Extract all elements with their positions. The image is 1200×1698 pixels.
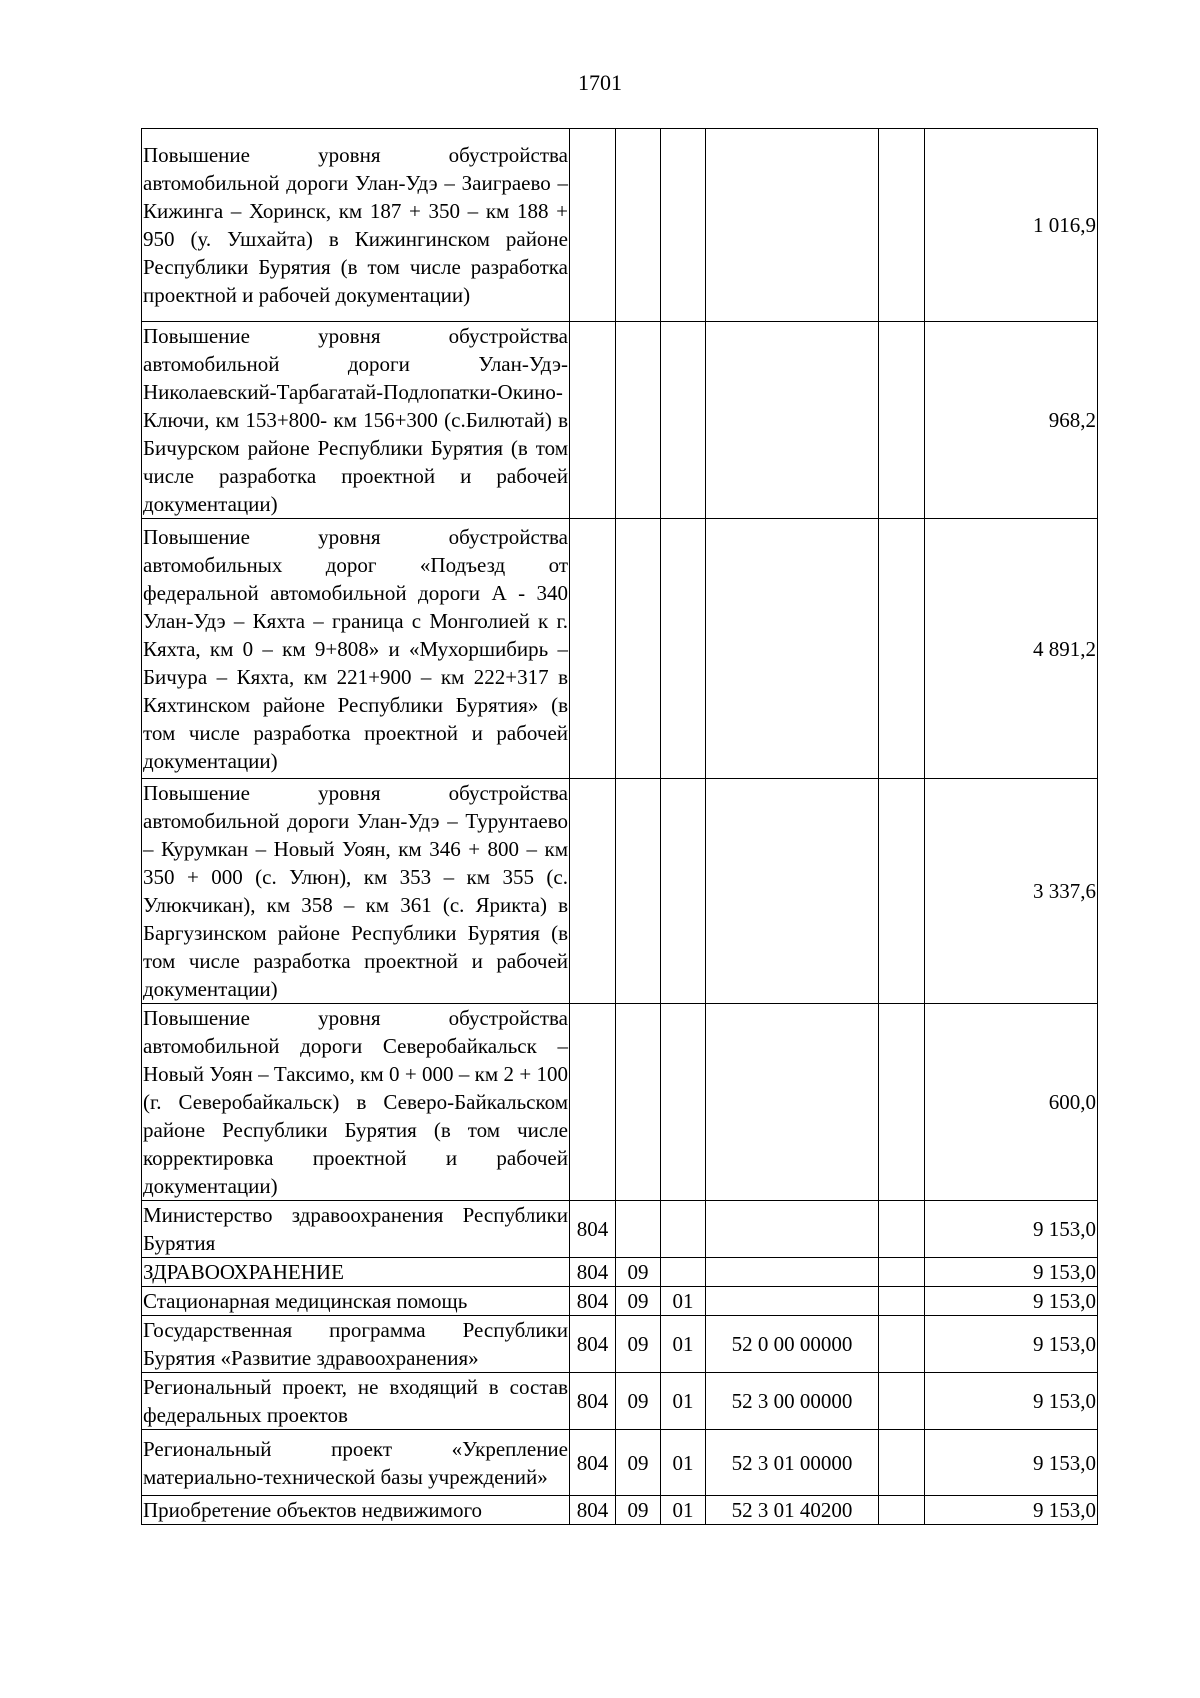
row-grbs-cell: 804: [570, 1496, 616, 1525]
row-amount-cell: 9 153,0: [925, 1201, 1098, 1258]
row-amount-cell: 1 016,9: [925, 129, 1098, 322]
row-name-cell: Министерство здравоохранения Республики Бурятия: [142, 1201, 570, 1258]
row-expense-type-cell: [879, 1316, 925, 1373]
row-expense-type-cell: [879, 1373, 925, 1430]
table-row: [142, 519, 1098, 779]
row-name-cell: Государственная программа Республики Бурятия «Развитие здравоохранения»: [142, 1316, 570, 1373]
row-amount-cell: 9 153,0: [925, 1496, 1098, 1525]
row-subsection-cell: [661, 519, 706, 779]
row-section-cell: [616, 519, 661, 779]
row-name-cell: Повышение уровня обустройства автомобильной дороги Северобайкальск – Новый Уоян – Таксимо, км 0 + 000 – км 2 + 100 (г. Северобайкальск) в Северо-Байкальском районе Республики Бурятия (в том числе корректировка проектной и рабочей документации): [142, 1004, 570, 1201]
row-subsection-cell: [661, 322, 706, 519]
table-row: [142, 779, 1098, 1004]
row-expense-type-cell: [879, 1004, 925, 1201]
row-grbs-cell: [570, 129, 616, 322]
budget-table: [141, 128, 1098, 1525]
row-grbs-cell: [570, 1004, 616, 1201]
row-grbs-cell: 804: [570, 1430, 616, 1496]
row-name-cell: Региональный проект «Укрепление материально-технической базы учреждений»: [142, 1430, 570, 1496]
row-target-article-cell: 52 3 01 00000: [706, 1430, 879, 1496]
row-section-cell: [616, 322, 661, 519]
row-grbs-cell: [570, 519, 616, 779]
row-name-cell: Региональный проект, не входящий в состав федеральных проектов: [142, 1373, 570, 1430]
row-grbs-cell: [570, 779, 616, 1004]
row-expense-type-cell: [879, 1430, 925, 1496]
row-subsection-cell: [661, 1201, 706, 1258]
row-subsection-cell: 01: [661, 1430, 706, 1496]
row-target-article-cell: [706, 322, 879, 519]
row-subsection-cell: 01: [661, 1316, 706, 1373]
row-expense-type-cell: [879, 1201, 925, 1258]
row-amount-cell: 4 891,2: [925, 519, 1098, 779]
row-amount-cell: 9 153,0: [925, 1373, 1098, 1430]
row-subsection-cell: 01: [661, 1287, 706, 1316]
row-name-cell: Повышение уровня обустройства автомобильных дорог «Подъезд от федеральной автомобильной дороги А - 340 Улан-Удэ – Кяхта – граница с Монголией к г. Кяхта, км 0 – км 9+808» и «Мухоршибирь – Бичура – Кяхта, км 221+900 – км 222+317 в Кяхтинском районе Республики Бурятия» (в том числе разработка проектной и рабочей документации): [142, 519, 570, 779]
table-row: [142, 129, 1098, 322]
row-section-cell: 09: [616, 1258, 661, 1287]
row-section-cell: [616, 779, 661, 1004]
row-name-cell: Повышение уровня обустройства автомобильной дороги Улан-Удэ-Николаевский-Тарбагатай-Подлопатки-Окино-Ключи, км 153+800- км 156+300 (с.Билютай) в Бичурском районе Республики Бурятия (в том числе разработка проектной и рабочей документации): [142, 322, 570, 519]
row-expense-type-cell: [879, 1496, 925, 1525]
row-expense-type-cell: [879, 779, 925, 1004]
row-grbs-cell: 804: [570, 1201, 616, 1258]
row-subsection-cell: 01: [661, 1373, 706, 1430]
row-subsection-cell: [661, 1004, 706, 1201]
row-name-cell: Приобретение объектов недвижимого: [142, 1496, 570, 1525]
row-target-article-cell: 52 0 00 00000: [706, 1316, 879, 1373]
row-grbs-cell: 804: [570, 1287, 616, 1316]
row-section-cell: 09: [616, 1316, 661, 1373]
row-subsection-cell: [661, 779, 706, 1004]
row-expense-type-cell: [879, 129, 925, 322]
table-row: [142, 1201, 1098, 1258]
row-target-article-cell: 52 3 01 40200: [706, 1496, 879, 1525]
table-row: [142, 1496, 1098, 1525]
row-amount-cell: 9 153,0: [925, 1287, 1098, 1316]
row-target-article-cell: [706, 1287, 879, 1316]
row-target-article-cell: [706, 129, 879, 322]
row-expense-type-cell: [879, 519, 925, 779]
row-target-article-cell: 52 3 00 00000: [706, 1373, 879, 1430]
row-subsection-cell: 01: [661, 1496, 706, 1525]
table-row: [142, 1004, 1098, 1201]
row-section-cell: [616, 1004, 661, 1201]
row-target-article-cell: [706, 1004, 879, 1201]
row-section-cell: [616, 1201, 661, 1258]
table-row: [142, 1287, 1098, 1316]
row-subsection-cell: [661, 129, 706, 322]
row-amount-cell: 3 337,6: [925, 779, 1098, 1004]
row-target-article-cell: [706, 779, 879, 1004]
row-target-article-cell: [706, 1201, 879, 1258]
row-name-cell: Повышение уровня обустройства автомобильной дороги Улан-Удэ – Заиграево – Кижинга – Хоринск, км 187 + 350 – км 188 + 950 (у. Ушхайта) в Кижингинском районе Республики Бурятия (в том числе разработка проектной и рабочей документации): [142, 129, 570, 322]
row-section-cell: [616, 129, 661, 322]
row-amount-cell: 9 153,0: [925, 1430, 1098, 1496]
row-name-cell: Повышение уровня обустройства автомобильной дороги Улан-Удэ – Турунтаево – Курумкан – Новый Уоян, км 346 + 800 – км 350 + 000 (с. Улюн), км 353 – км 355 (с. Улюкчикан), км 358 – км 361 (с. Ярикта) в Баргузинском районе Республики Бурятия (в том числе разработка проектной и рабочей документации): [142, 779, 570, 1004]
page-number: 1701: [578, 70, 622, 95]
row-expense-type-cell: [879, 322, 925, 519]
row-target-article-cell: [706, 1258, 879, 1287]
row-grbs-cell: [570, 322, 616, 519]
table-row: [142, 1373, 1098, 1430]
row-amount-cell: 9 153,0: [925, 1258, 1098, 1287]
row-section-cell: 09: [616, 1496, 661, 1525]
table-row: [142, 1258, 1098, 1287]
row-section-cell: 09: [616, 1373, 661, 1430]
table-row: [142, 322, 1098, 519]
row-grbs-cell: 804: [570, 1316, 616, 1373]
row-grbs-cell: 804: [570, 1373, 616, 1430]
row-name-cell: Стационарная медицинская помощь: [142, 1287, 570, 1316]
row-expense-type-cell: [879, 1258, 925, 1287]
row-amount-cell: 9 153,0: [925, 1316, 1098, 1373]
table-row: [142, 1430, 1098, 1496]
row-target-article-cell: [706, 519, 879, 779]
row-subsection-cell: [661, 1258, 706, 1287]
row-grbs-cell: 804: [570, 1258, 616, 1287]
row-section-cell: 09: [616, 1430, 661, 1496]
table-row: [142, 1316, 1098, 1373]
row-amount-cell: 600,0: [925, 1004, 1098, 1201]
row-section-cell: 09: [616, 1287, 661, 1316]
row-name-cell: ЗДРАВООХРАНЕНИЕ: [142, 1258, 570, 1287]
row-expense-type-cell: [879, 1287, 925, 1316]
budget-table-body: [142, 129, 1098, 1525]
row-amount-cell: 968,2: [925, 322, 1098, 519]
